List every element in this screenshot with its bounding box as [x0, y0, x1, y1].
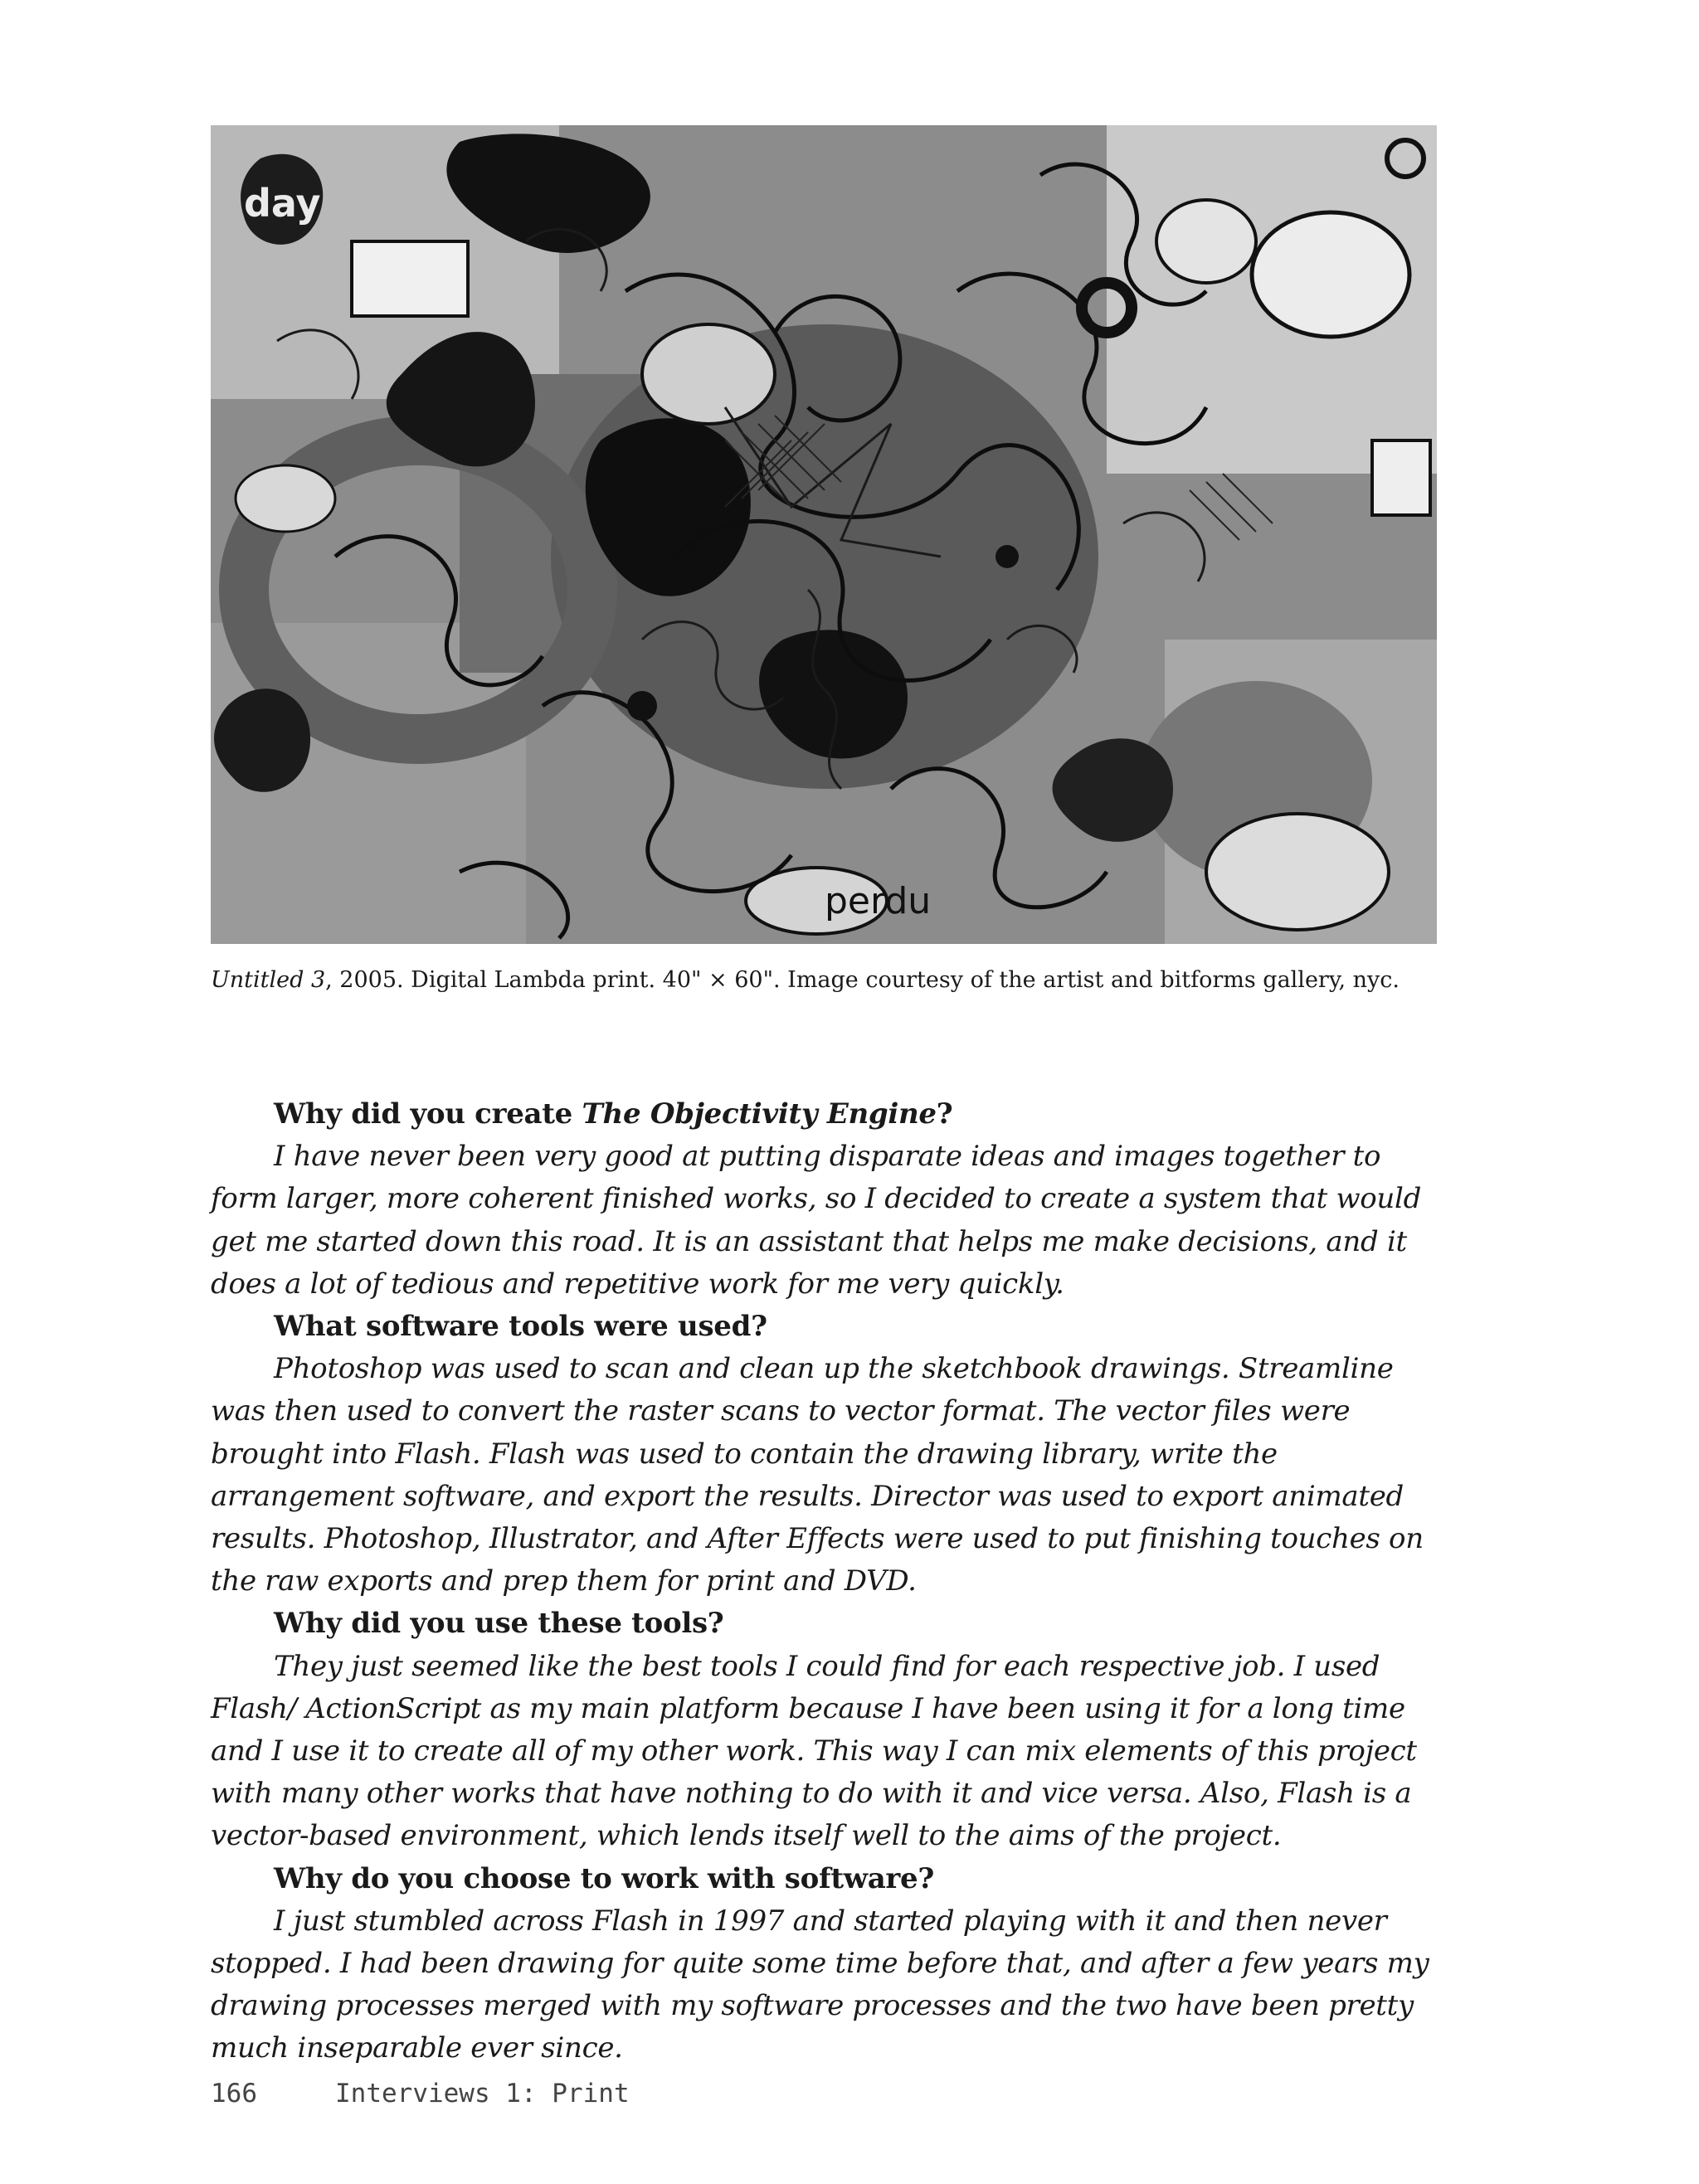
page-number: 166: [211, 2079, 257, 2109]
figure-caption: [211, 966, 1455, 995]
artwork-text-perdu: perdu: [825, 880, 932, 922]
page-footer: [211, 2079, 630, 2109]
question-1: [211, 1093, 1439, 1136]
question-1-prefix: Why did you create: [274, 1097, 582, 1131]
question-4: Why do you choose to work with software?: [274, 1861, 934, 1895]
caption-title: Untitled 3: [211, 967, 326, 993]
answer-2: Photoshop was used to scan and clean up the sketchbook drawings. Streamline was then used to convert the raster scans to vector format. The vector files were brought into Flash. Flash was used to contain the drawing library, write the arrangement software, and export the results. Director was used to export animated results. Photoshop, Illustrator, and After Effects were used to put finishing touches on the raw exports and prep them for print and DVD.: [211, 1352, 1424, 1598]
question-3: Why did you use these tools?: [274, 1607, 724, 1641]
artwork-illustration: [211, 125, 1437, 944]
artwork-text-day: day: [244, 181, 321, 226]
question-1-title: The Objectivity Engine: [582, 1097, 937, 1131]
question-2: What software tools were used?: [274, 1310, 767, 1344]
caption-details: , 2005. Digital Lambda print. 40" × 60". Image courtesy of the artist and bitforms gallery, nyc.: [325, 967, 1400, 993]
answer-4: I just stumbled across Flash in 1997 and started playing with it and then never stopped. I had been drawing for quite some time before that, and after a few years my drawing processes merged with my software processes and the two have been pretty much inseparable ever since.: [211, 1904, 1429, 2065]
interview-body: [211, 1093, 1439, 2070]
section-title: Interviews 1: Print: [335, 2079, 630, 2109]
answer-1: I have never been very good at putting disparate ideas and images together to form larger, more coherent finished works, so I decided to create a system that would get me started down this road. It is an assistant that helps me make decisions, and it does a lot of tedious and repetitive work for me very quickly.: [211, 1140, 1422, 1301]
artwork-image: [211, 125, 1437, 944]
answer-3: They just seemed like the best tools I could find for each respective job. I used Flash/ ActionScript as my main platform because I have been using it for a long time and I use it to create all of my other work. This way I can mix elements of this project with many other works that have nothing to do with it and vice versa. Also, Flash is a vector-based environment, which lends itself well to the aims of the project.: [211, 1649, 1417, 1853]
question-1-suffix: ?: [936, 1097, 953, 1131]
